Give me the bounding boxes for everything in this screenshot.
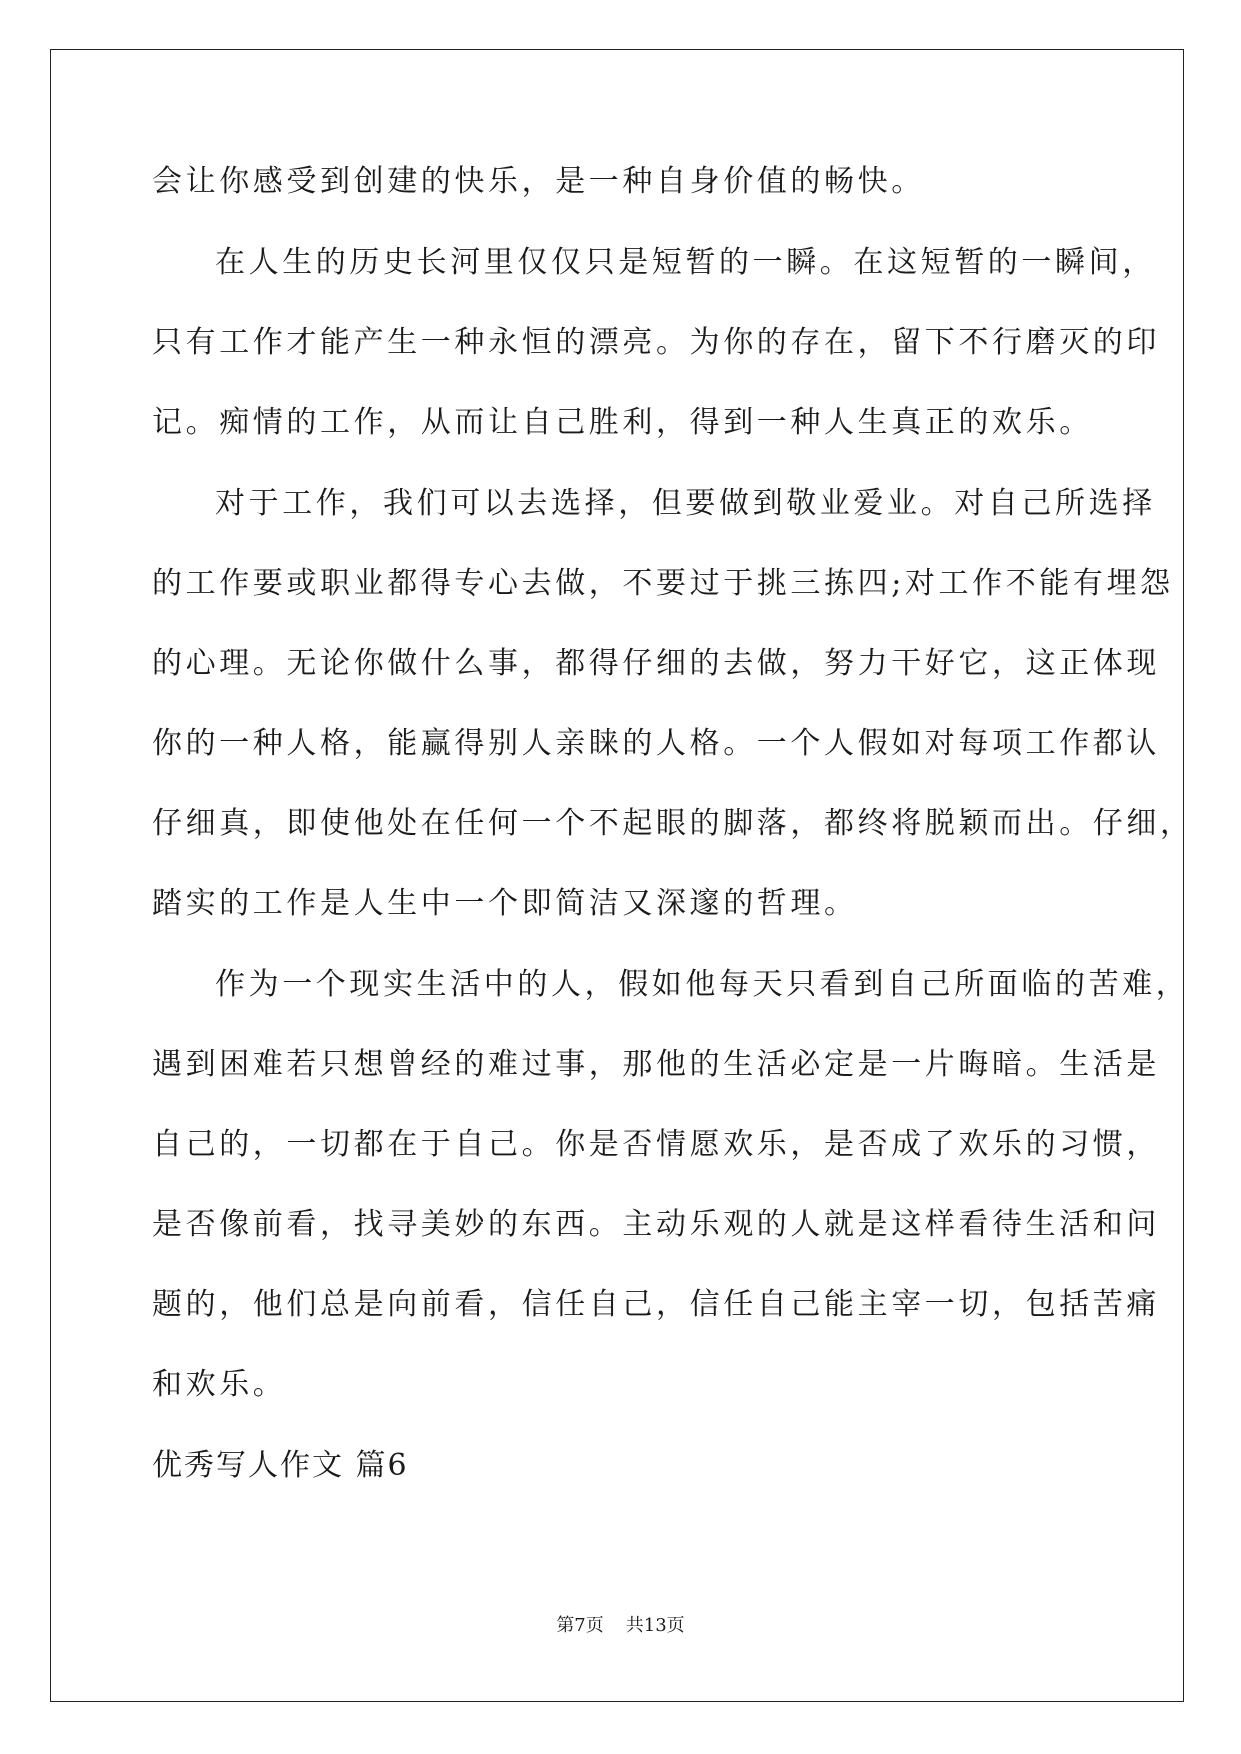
section-heading: 优秀写人作文 篇6 [152,1448,409,1483]
text-line: 作为一个现实生活中的人，假如他每天只看到自己所面临的苦难， [215,967,1190,1002]
text-line: 你的一种人格，能赢得别人亲睐的人格。一个人假如对每项工作都认 [152,726,1160,761]
page-total: 共13页 [625,1615,685,1636]
text-line: 的心理。无论你做什么事，都得仔细的去做，努力干好它，这正体现 [152,646,1160,681]
text-line: 会让你感受到创建的快乐，是一种自身价值的畅快。 [152,164,925,199]
text-line: 是否像前看，找寻美妙的东西。主动乐观的人就是这样看待生活和问 [152,1207,1160,1242]
text-line: 和欢乐。 [152,1367,287,1402]
text-line: 只有工作才能产生一种永恒的漂亮。为你的存在，留下不行磨灭的印 [152,325,1160,360]
text-line: 题的，他们总是向前看，信任自己，信任自己能主宰一切，包括苦痛 [152,1287,1160,1322]
page-footer [0,1614,1241,1638]
text-line: 记。痴情的工作，从而让自己胜利，得到一种人生真正的欢乐。 [152,405,1093,440]
text-line: 在人生的历史长河里仅仅只是短暂的一瞬。在这短暂的一瞬间， [215,245,1156,280]
text-line: 对于工作，我们可以去选择，但要做到敬业爱业。对自己所选择 [215,486,1156,521]
text-line: 遇到困难若只想曾经的难过事，那他的生活必定是一片晦暗。生活是 [152,1047,1160,1082]
text-line: 踏实的工作是人生中一个即简洁又深邃的哲理。 [152,886,858,921]
text-line: 仔细真，即使他处在任何一个不起眼的脚落，都终将脱颖而出。仔细， [152,806,1194,841]
text-line: 的工作要或职业都得专心去做，不要过于挑三拣四;对工作不能有埋怨 [152,566,1174,601]
page-number: 第7页 [556,1615,604,1636]
text-line: 自己的，一切都在于自己。你是否情愿欢乐，是否成了欢乐的习惯， [152,1127,1160,1162]
